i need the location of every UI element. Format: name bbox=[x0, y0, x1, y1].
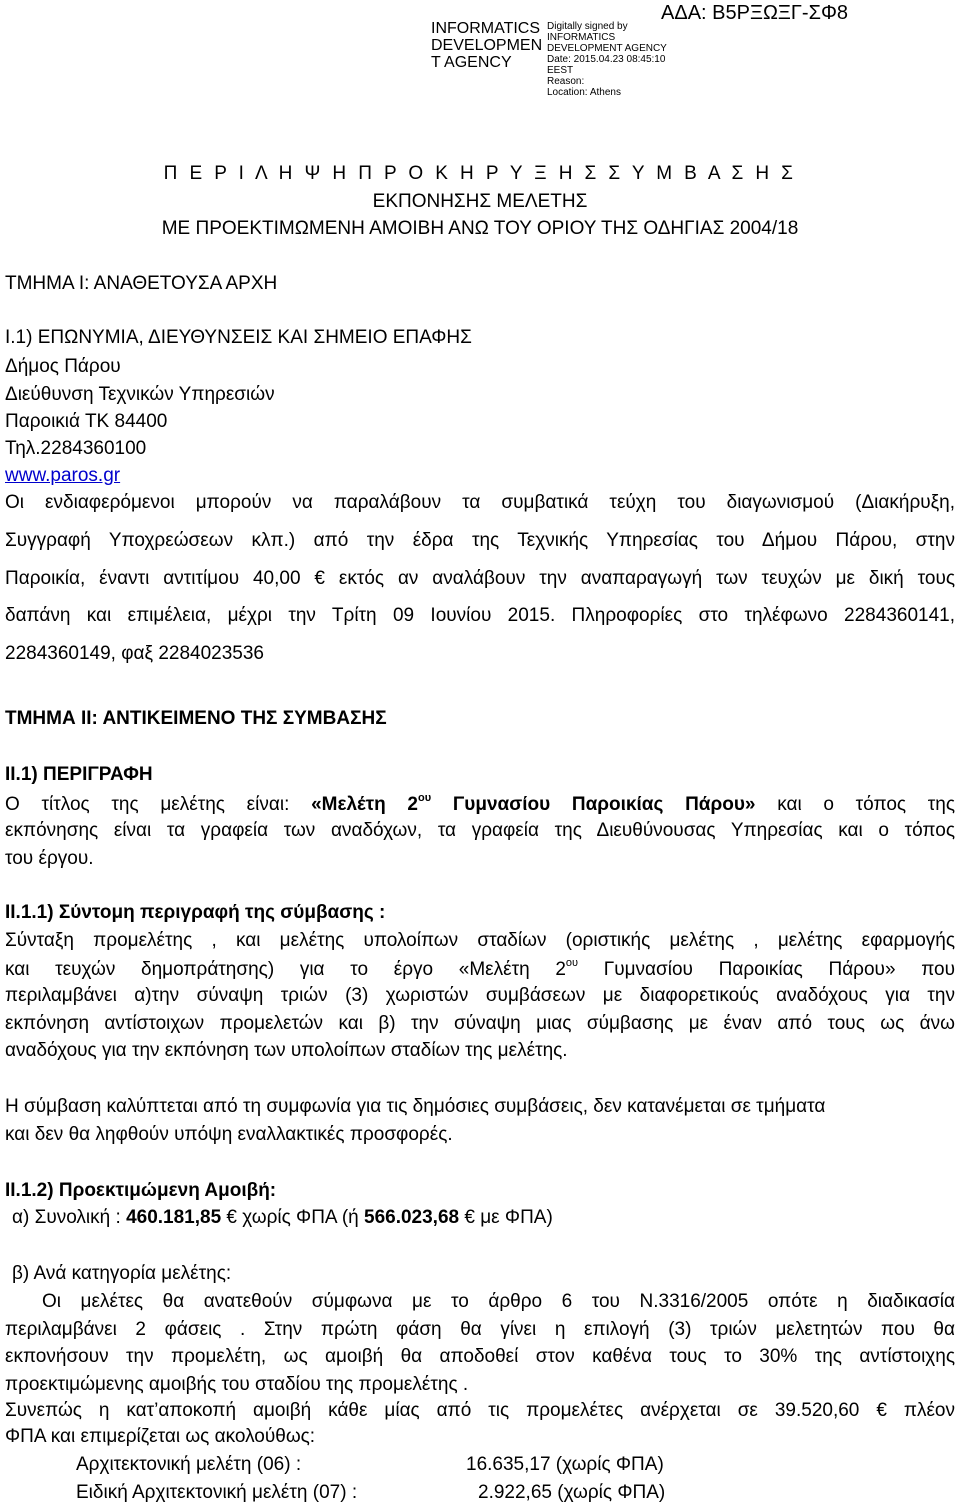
short-description-line: περιλαμβάνει α)την σύναψη τριών (3) χωριστών συμβάσεων με διαφορετικούς αναδόχους για την bbox=[5, 985, 955, 1006]
section1-heading: ΤΜΗΜΑ Ι: ΑΝΑΘΕΤΟΥΣΑ ΑΡΧΗ bbox=[5, 273, 278, 294]
short-description-heading: ΙΙ.1.1) Σύντομη περιγραφή της σύμβασης : bbox=[5, 902, 386, 923]
section2-heading: ΤΜΗΜΑ ΙΙ: ΑΝΤΙΚΕΙΜΕΝΟ ΤΗΣ ΣΥΜΒΑΣΗΣ bbox=[5, 708, 387, 729]
paragraph-line: 2284360149, φαξ 2284023536 bbox=[5, 643, 264, 664]
description-line bbox=[5, 792, 955, 816]
phone: Τηλ.2284360100 bbox=[5, 438, 147, 459]
digital-signature-details bbox=[547, 21, 667, 98]
signature-line: INFORMATICS bbox=[547, 32, 616, 43]
fee-item-value: 2.922,65 (χωρίς ΦΠΑ) bbox=[478, 1482, 666, 1503]
fee-item-label: Ειδική Αρχιτεκτονική μελέτη (07) : bbox=[76, 1482, 358, 1503]
short-description-line: εκπόνηση αντίστοιχων προμελετών και β) την σύναψη μιας σύμβασης με έναν από τους ως άνω bbox=[5, 1013, 955, 1034]
fee-category-line: Οι μελέτες θα ανατεθούν σύμφωνα με το άρθρο 6 του Ν.3316/2005 οπότε η διαδικασία bbox=[42, 1291, 955, 1312]
fee-category-line: Συνεπώς η κατ’αποκοπή αμοιβή κάθε μίας από τις προμελέτες ανέρχεται σε 39.520,60 € πλέον bbox=[5, 1400, 955, 1421]
ada-code: ΑΔΑ: Β5ΡΞΩΞΓ-ΣΦ8 bbox=[661, 2, 849, 24]
desc-intro: Ο τίτλος της μελέτης είναι: bbox=[5, 794, 312, 815]
signature-line: Date: 2015.04.23 08:45:10 bbox=[547, 54, 666, 65]
coverage-line: και δεν θα ληφθούν υπόψη εναλλακτικές προσφορές. bbox=[5, 1124, 453, 1145]
fee-item-value: 16.635,17 (χωρίς ΦΠΑ) bbox=[466, 1454, 664, 1475]
desc-rest: και ο τόπος της bbox=[755, 794, 955, 815]
signature-line: Location: Athens bbox=[547, 87, 621, 98]
paragraph-line: Οι ενδιαφερόμενοι μπορούν να παραλάβουν τα συμβατικά τεύχη του διαγωνισμού (Διακήρυξη, bbox=[5, 492, 955, 513]
description-line: εκπόνησης είναι τα γραφεία των αναδόχων, τα γραφεία της Διευθύνουσας Υπηρεσίας και ο τόπος bbox=[5, 820, 955, 841]
paragraph-line: Παροικία, έναντι αντιτίμου 40,00 € εκτός αν αναλάβουν την αναπαραγωγή των τευχών με δική τους bbox=[5, 568, 955, 589]
fee-category-line: προεκτιμώμενης αμοιβής του σταδίου της προμελέτης . bbox=[5, 1374, 469, 1395]
fee-heading: ΙΙ.1.2) Προεκτιμώμενη Αμοιβή: bbox=[5, 1180, 277, 1201]
document-title: Π Ε Ρ Ι Λ Η Ψ Η Π Ρ Ο Κ Η Ρ Υ Ξ Η Σ Σ Υ Μ Β Α Σ Η Σ bbox=[163, 163, 797, 184]
signature-line: DEVELOPMENT AGENCY bbox=[547, 43, 667, 54]
fee-category-line: περιλαμβάνει 2 φάσεις . Στην πρώτη φάση θα γίνει η επιλογή (3) τριών μελετητών που θα bbox=[5, 1319, 955, 1340]
fee-item-label: Αρχιτεκτονική μελέτη (06) : bbox=[76, 1454, 302, 1475]
department: Διεύθυνση Τεχνικών Υπηρεσιών bbox=[5, 384, 275, 405]
org-name: Δήμος Πάρου bbox=[5, 356, 121, 377]
description-heading: ΙΙ.1) ΠΕΡΙΓΡΑΦΗ bbox=[5, 764, 153, 785]
total-fee: α) Συνολική : 460.181,85 € χωρίς ΦΠΑ (ή 566.023,68 € με ΦΠΑ) bbox=[12, 1207, 553, 1228]
signature-line: EEST bbox=[547, 65, 574, 76]
description-line: του έργου. bbox=[5, 848, 94, 869]
address: Παροικιά ΤΚ 84400 bbox=[5, 411, 168, 432]
signer-name: INFORMATICS DEVELOPMEN T AGENCY bbox=[431, 20, 543, 71]
short-description-line: και τευχών δημοπράτησης) για το έργο «Μελέτη $2^{o\upsilon}$ Γυμνασίου Παροικίας Πάρου» που bbox=[5, 957, 956, 980]
fee-category-label: β) Ανά κατηγορία μελέτης: bbox=[12, 1263, 232, 1284]
study-title: «Μελέτη $2^{o\upsilon}$ Γυμνασίου Παροικίας Πάρου» bbox=[311, 792, 756, 815]
short-description-line: Σύνταξη προμελέτης , και μελέτης υπολοίπων σταδίων (οριστικής μελέτης , μελέτης εφαρμογής bbox=[5, 930, 955, 951]
short-description-line: αναδόχους για την εκπόνηση των υπολοίπων σταδίων της μελέτης. bbox=[5, 1040, 568, 1061]
signature-line: Digitally signed by bbox=[547, 21, 628, 32]
website-link[interactable]: www.paros.gr bbox=[5, 465, 121, 486]
document-subtitle: ΕΚΠΟΝΗΣΗΣ ΜΕΛΕΤΗΣ bbox=[372, 191, 588, 212]
coverage-line: Η σύμβαση καλύπτεται από τη συμφωνία για τις δημόσιες συμβάσεις, δεν κατανέμεται σε τμήματα bbox=[5, 1096, 826, 1117]
section1-subheading: Ι.1) ΕΠΩΝΥΜΙΑ, ΔΙΕΥΘΥΝΣΕΙΣ ΚΑΙ ΣΗΜΕΙΟ ΕΠΑΦΗΣ bbox=[5, 327, 472, 348]
fee-category-line: ΦΠΑ και επιμερίζεται ως ακολούθως: bbox=[5, 1426, 316, 1447]
signature-line: Reason: bbox=[547, 76, 585, 87]
paragraph-line: Συγγραφή Υποχρεώσεων κλπ.) από την έδρα της Τεχνικής Υπηρεσίας του Δήμου Πάρου, στην bbox=[5, 530, 955, 551]
document-subtitle-2: ΜΕ ΠΡΟΕΚΤΙΜΩΜΕΝΗ ΑΜΟΙΒΗ ΑΝΩ ΤΟΥ ΟΡΙΟΥ ΤΗΣ ΟΔΗΓΙΑΣ 2004/18 bbox=[161, 218, 799, 239]
paragraph-line: δαπάνη και επιμέλεια, μέχρι την Τρίτη 09 Ιουνίου 2015. Πληροφορίες στο τηλέφωνο 2284360141, bbox=[5, 605, 955, 626]
fee-category-line: εκπονήσουν την προμελέτη, ως αμοιβή θα αποδοθεί στον καθένα τους το 30% της αντίστοιχης bbox=[5, 1346, 955, 1367]
